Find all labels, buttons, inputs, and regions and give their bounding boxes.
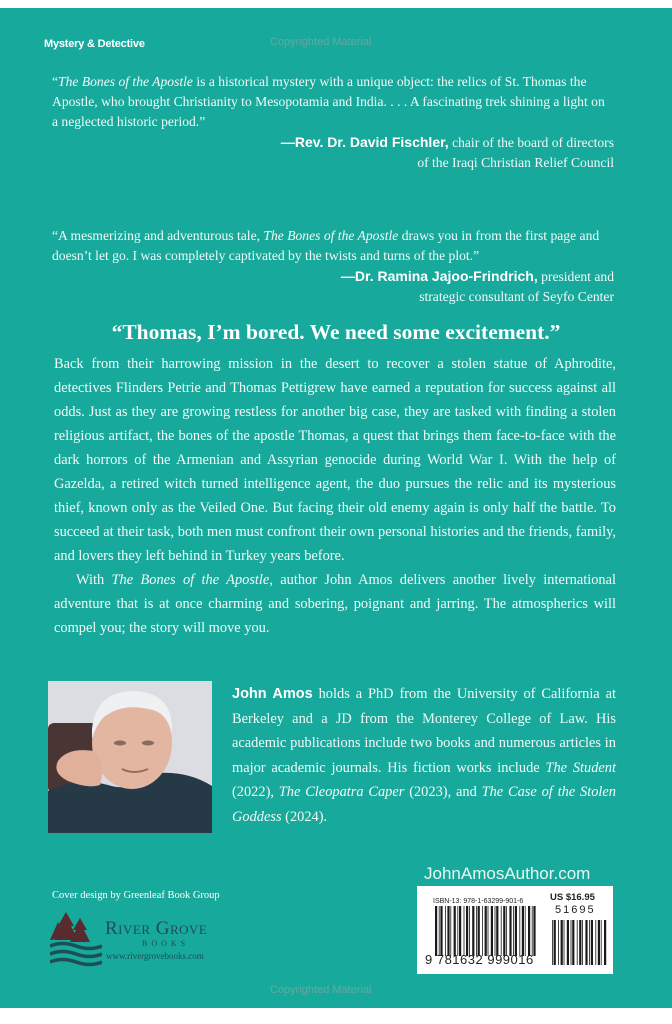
watermark-bottom: Copyrighted Material [270,984,372,996]
barcode-bar [577,920,578,965]
barcode-bar [554,920,556,965]
barcode-bar [601,920,602,965]
barcode-bars-icon [435,906,539,956]
barcode-bar [598,920,600,965]
barcode-bar [567,920,569,965]
book-title: The Bones of the Apostle [111,572,270,588]
barcode-bar [466,906,468,956]
barcode-bar [501,906,502,956]
barcode-bar [469,906,470,956]
barcode-bar [482,906,483,956]
barcode-bar [571,920,572,965]
barcode-bar [459,906,461,956]
barcode-bar [495,906,496,956]
author-photo [48,681,212,833]
cover-design-credit: Cover design by Greenleaf Book Group [52,890,220,901]
category-label: Mystery & Detective [44,38,145,50]
isbn-barcode [417,886,613,974]
author-portrait-icon [48,681,212,833]
trees-and-waves-icon [50,908,102,970]
barcode-bar [506,906,507,956]
barcode-bar [564,920,565,965]
back-cover [0,8,672,1008]
publisher-subtitle: BOOKS [142,939,190,948]
reviewer-name: —Rev. Dr. David Fischler, [280,134,449,150]
barcode-bar [488,906,489,956]
barcode-bar [522,906,524,956]
barcode-bar [485,906,487,956]
barcode-bar [589,920,590,965]
barcode-bar [454,906,456,956]
barcode-bar [478,906,480,956]
barcode-bar [591,920,593,965]
quote-text: “The Bones of the Apostle is a historical mystery with a unique object: the relics of St. Thomas the Apostle, who brought Christianity to Mesopotamia and India. . . . A fascinating trek shining a light on a neglected historic period.” [52,74,605,129]
barcode-bar [595,920,596,965]
barcode-bar [445,906,446,956]
isbn-digits: 9 781632 999016 [425,952,534,967]
review-quote-2 [52,226,614,307]
author-website: JohnAmosAuthor.com [424,864,591,883]
barcode-bar [450,906,451,956]
quote-attribution: —Dr. Ramina Jajoo-Frindrich, president and [340,268,614,284]
barcode-bar [604,920,606,965]
book-title: The Bones of the Apostle [263,228,399,243]
barcode-bar [513,906,514,956]
publisher-logo [50,908,240,970]
barcode-bar [457,906,458,956]
book-title: The Bones of the Apostle [58,74,193,89]
book-description [54,352,616,640]
barcode-bar [496,906,498,956]
barcode-bar [585,920,587,965]
barcode-bar [476,906,477,956]
author-name: John Amos [232,686,313,702]
barcode-bar [503,906,505,956]
quote-text: “A mesmerizing and adventurous tale, The Bones of the Apostle draws you in from the first page and doesn’t let go. I was completely captivated by the twists and turns of the plot.” [52,228,600,263]
barcode-bar [515,906,517,956]
barcode-bar [579,920,581,965]
quote-attribution: —Rev. Dr. David Fischler, chair of the board of directors [280,134,614,150]
reviewer-role: strategic consultant of Seyfo Center [419,289,614,304]
book-title: The Student [545,759,616,776]
description-paragraph-2: With The Bones of the Apostle, author John Amos delivers another lively international adventure that is at once charming and sobering, poignant and jarring. The atmospherics will compel you; the story will move you. [54,572,617,636]
price-addon-bars-icon [552,920,608,965]
price-label: US $16.95 [550,892,595,903]
barcode-bar [447,906,449,956]
barcode-bar [435,906,437,956]
isbn-label: ISBN-13: 978-1-63299-901-6 [433,898,524,905]
barcode-bar [528,906,530,956]
publisher-name: River Grove [105,918,208,939]
barcode-bar [572,920,574,965]
barcode-bar [533,906,535,956]
price-code: 51695 [555,904,596,916]
barcode-bar [558,920,559,965]
barcode-bar [509,906,511,956]
barcode-bar [532,906,533,956]
barcode-bar [491,906,493,956]
barcode-bar [552,920,553,965]
review-quote-1 [52,72,614,173]
book-title: The Cleopatra Caper [278,784,405,801]
barcode-bar [464,906,465,956]
reviewer-role: of the Iraqi Christian Relief Council [417,155,614,170]
barcode-bar [519,906,520,956]
book-title: The Case of the Stolen Goddess [232,784,616,825]
description-paragraph-1: Back from their harrowing mission in the desert to recover a stolen statue of Aphrodite, detectives Flinders Petrie and Thomas Pettigrew have earned a reputation for success against all odds. Just as they are growing restless for another big case, they are tasked with finding a stolen religious artifact, the bones of the apostle Thomas, a quest that brings them face-to-face with the dark horrors of the Armenian and Assyrian genocide during World War I. With the help of Gazelda, a retired witch turned intelligence agent, the duo pursues the relic and its mysterious thief, known only as the Veiled One. But facing their old enemy again is only half the battle. To succeed at their task, both men must confront their own personal histories and the friends, family, and lovers they left behind in Turkey years before. [54,356,616,564]
tagline-headline: “Thomas, I’m bored. We need some excitement.” [111,320,561,344]
barcode-bar [440,906,442,956]
barcode-bar [561,920,563,965]
barcode-bar [582,920,583,965]
barcode-bar [472,906,474,956]
watermark-top: Copyrighted Material [270,36,372,48]
barcode-bar [439,906,440,956]
barcode-bar [525,906,526,956]
author-bio: John Amos holds a PhD from the University of California at Berkeley and a JD from the Monterey College of Law. His academic publications include two books and numerous articles in major academic journals. His fiction works include The Student (2022), The Cleopatra Caper (2023), and The Case of the Stolen Goddess (2024). [232,686,616,825]
publisher-url: www.rivergrovebooks.com [106,951,204,961]
reviewer-name: —Dr. Ramina Jajoo-Frindrich, [340,268,538,284]
